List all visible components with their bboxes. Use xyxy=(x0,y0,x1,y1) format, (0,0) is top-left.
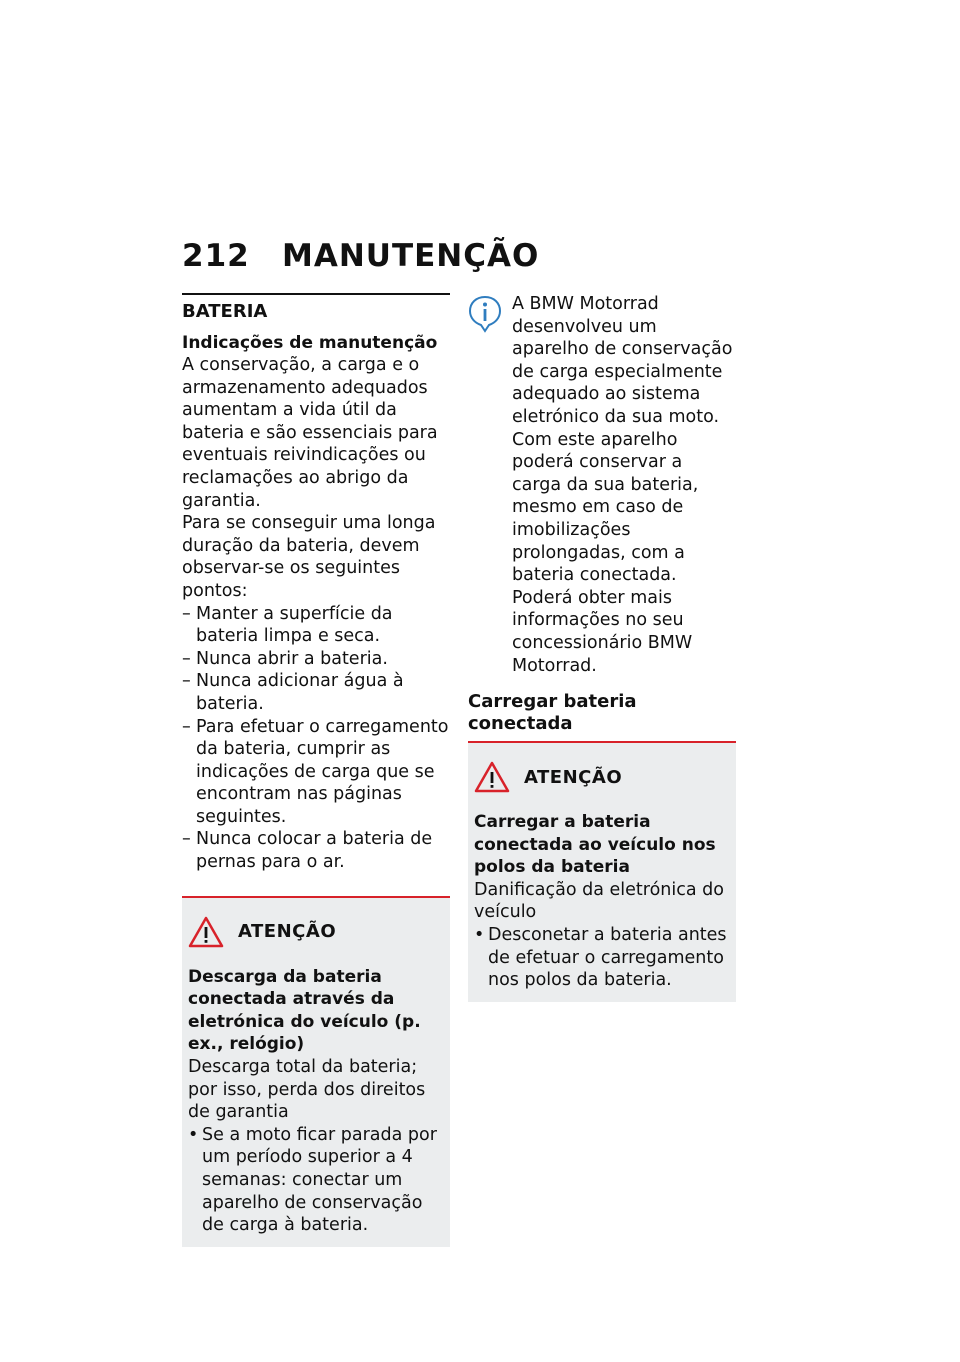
warning-triangle-icon xyxy=(474,761,510,793)
left-column xyxy=(182,293,450,1247)
warning-heading: Descarga da bateria conectada através da eletrónica do veículo (p. ex., relógio) xyxy=(188,966,421,1055)
list-item: • Se a moto ficar parada por um período superior a 4 semanas: conectar um aparelho de conservação de carga à bateria. xyxy=(188,1124,442,1237)
warning-header xyxy=(188,916,442,948)
warning-title: ATENÇÃO xyxy=(524,766,623,788)
warning-header xyxy=(474,761,728,793)
info-note xyxy=(468,293,736,677)
warning-bullets xyxy=(474,924,728,992)
right-column xyxy=(468,293,736,1002)
info-icon xyxy=(468,295,502,333)
warning-box-discharge xyxy=(182,896,450,1247)
paragraph-intro: A conservação, a carga e o armazenamento adequados aumentam a vida útil da bateria e são essenciais para eventuais reivindicações ou reclamações ao abrigo da garantia. xyxy=(182,355,438,511)
list-item: – Manter a superfície da bateria limpa e seca. xyxy=(182,603,450,648)
page-number: 212 xyxy=(182,238,250,274)
list-item: – Nunca colocar a bateria de pernas para o ar. xyxy=(182,828,450,873)
warning-box-charge xyxy=(468,741,736,1002)
paragraph-points: Para se conseguir uma longa duração da bateria, devem observar-se os seguintes pontos: xyxy=(182,513,436,601)
warning-text: Danificação da eletrónica do veículo xyxy=(474,879,724,923)
page-header xyxy=(182,238,539,274)
list-item: • Desconetar a bateria antes de efetuar o carregamento nos polos da bateria. xyxy=(474,924,728,992)
info-text: A BMW Motorrad desenvolveu um aparelho de conservação de carga especialmente adequado ao sistema eletrónico da sua moto. Com este aparelho poderá conservar a carga da sua bateria, mesmo em caso de imobilizações prolongadas, com a bateria conectada. Poderá obter mais informações no seu concessionário BMW Motorrad. xyxy=(512,294,733,676)
list-item: – Nunca abrir a bateria. xyxy=(182,648,450,671)
warning-heading: Carregar a bateria conectada ao veículo nos polos da bateria xyxy=(474,812,716,878)
warning-text: Descarga total da bateria; por isso, perda dos direitos de garantia xyxy=(188,1057,426,1123)
section-title: BATERIA xyxy=(182,301,268,322)
page-title: MANUTENÇÃO xyxy=(282,238,540,274)
subheading-maintenance: Indicações de manutenção xyxy=(182,333,438,353)
warning-triangle-icon xyxy=(188,916,224,948)
list-item: – Nunca adicionar água à bateria. xyxy=(182,670,450,715)
subheading-charge: Carregar bateria conectada xyxy=(468,691,637,735)
section-rule xyxy=(182,293,450,295)
warning-title: ATENÇÃO xyxy=(238,921,337,943)
list-item: – Para efetuar o carregamento da bateria, cumprir as indicações de carga que se encontram nas páginas seguintes. xyxy=(182,716,450,829)
maintenance-list xyxy=(182,603,450,874)
warning-bullets xyxy=(188,1124,442,1237)
